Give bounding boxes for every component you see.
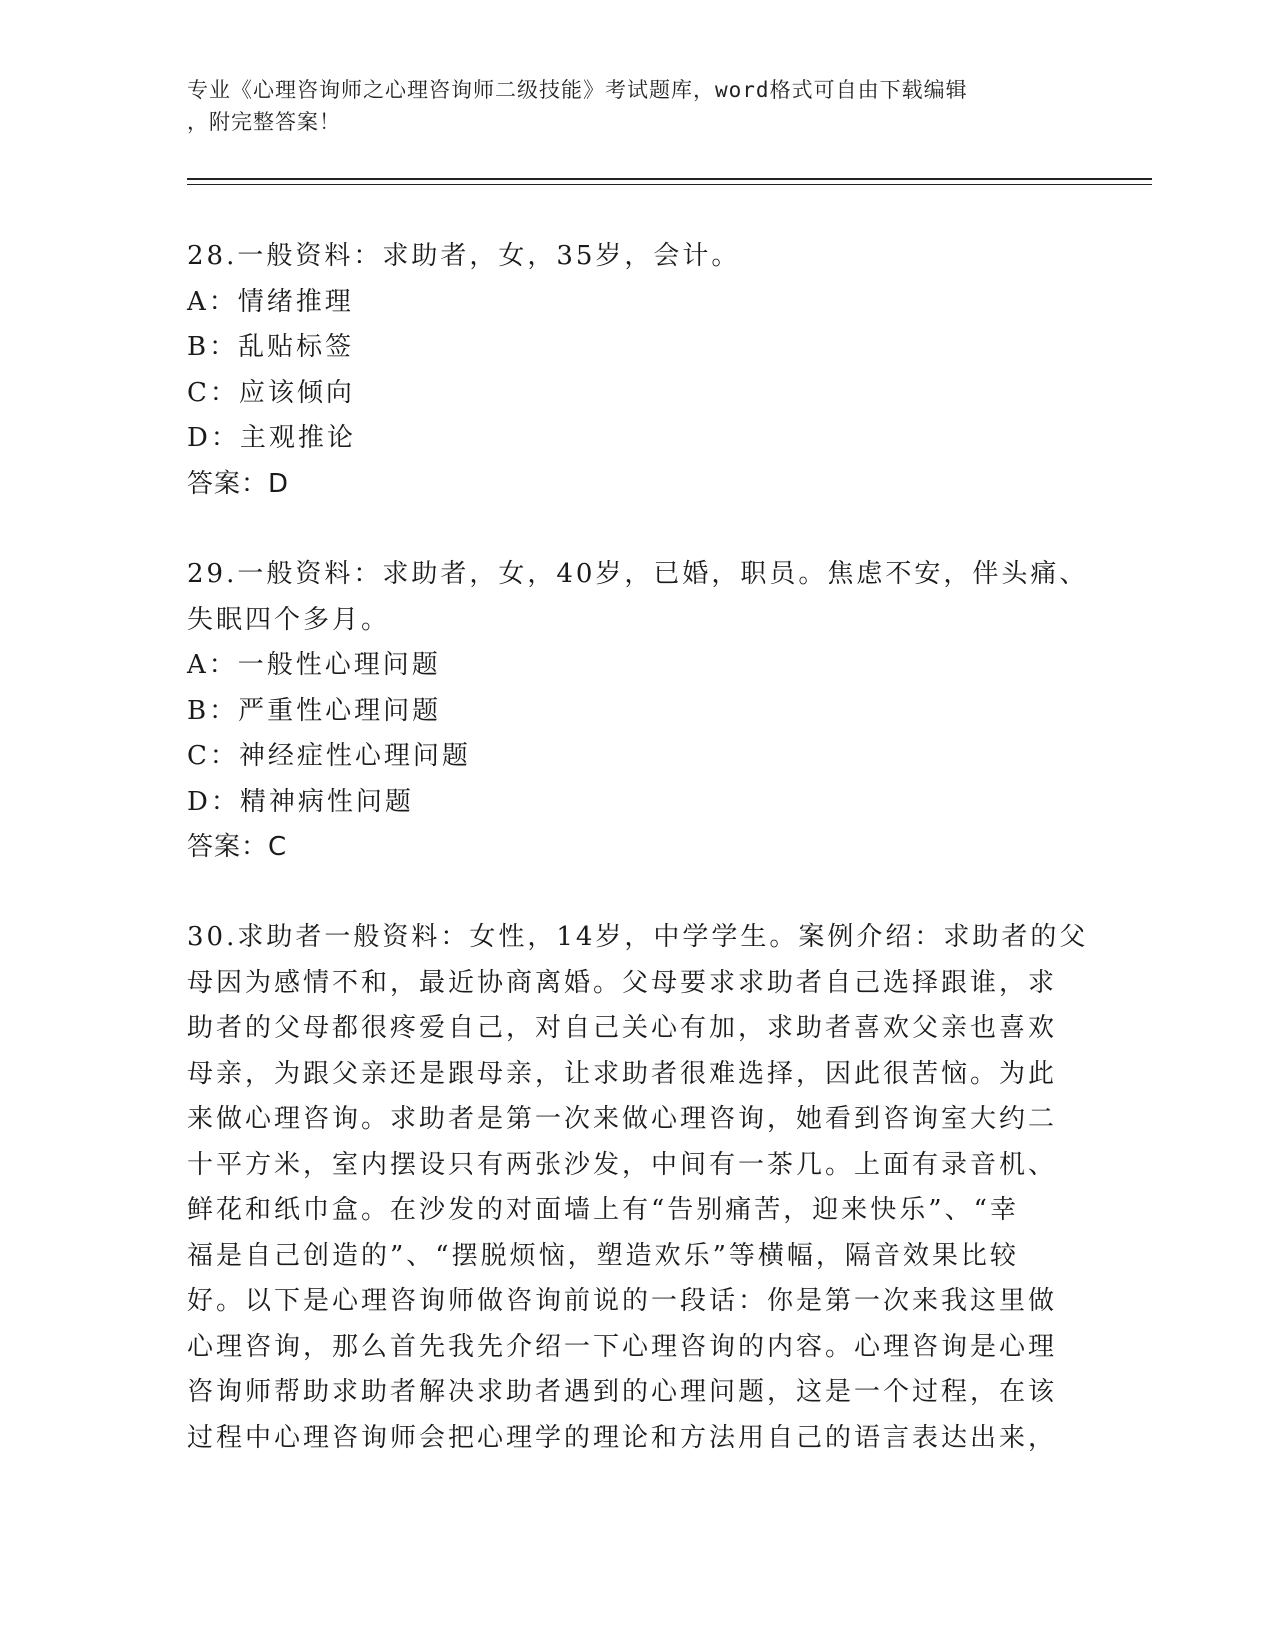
question-stem: 十平方米，室内摆设只有两张沙发，中间有一茶几。上面有录音机、 — [187, 1149, 1058, 1180]
option-a: A：情绪推理 — [187, 286, 354, 317]
option-a: A：一般性心理问题 — [187, 650, 441, 680]
question-stem: 28.一般资料：求助者，女，35岁，会计。 — [187, 241, 741, 271]
header-divider-thin — [187, 184, 1152, 185]
question-stem: 过程中心理咨询师会把心理学的理论和方法用自己的语言表达出来， — [187, 1422, 1058, 1453]
option-b: B：严重性心理问题 — [187, 695, 442, 726]
question-30 — [187, 915, 1089, 1461]
question-stem: 鲜花和纸巾盒。在沙发的对面墙上有“告别痛苦，迎来快乐”、“幸 — [187, 1195, 1019, 1225]
question-stem: 母亲，为跟父亲还是跟母亲，让求助者很难选择，因此很苦恼。为此 — [187, 1058, 1058, 1089]
header-line-1: 专业《心理咨询师之心理咨询师二级技能》考试题库，word格式可自由下载编辑 — [187, 78, 968, 102]
question-stem: 母因为感情不和，最近协商离婚。父母要求求助者自己选择跟谁，求 — [187, 967, 1058, 998]
question-stem: 失眠四个多月。 — [187, 604, 391, 635]
option-d: D：精神病性问题 — [187, 786, 414, 817]
option-d: D：主观推论 — [187, 423, 356, 453]
question-stem: 来做心理咨询。求助者是第一次来做心理咨询，她看到咨询室大约二 — [187, 1104, 1058, 1134]
header-divider-thick — [187, 178, 1152, 180]
header-line-2: ，附完整答案！ — [187, 110, 341, 134]
question-stem: 好。以下是心理咨询师做咨询前说的一段话：你是第一次来我这里做 — [187, 1286, 1058, 1316]
question-stem: 咨询师帮助求助者解决求助者遇到的心理问题，这是一个过程，在该 — [187, 1377, 1058, 1407]
question-28 — [187, 234, 1067, 507]
question-stem: 30.求助者一般资料：女性，14岁，中学学生。案例介绍：求助者的父 — [187, 922, 1089, 952]
answer: 答案：C — [187, 832, 288, 862]
answer: 答案：D — [187, 468, 290, 499]
option-c: C：神经症性心理问题 — [187, 741, 471, 771]
question-stem: 助者的父母都很疼爱自己，对自己关心有加，求助者喜欢父亲也喜欢 — [187, 1013, 1058, 1043]
question-stem: 心理咨询，那么首先我先介绍一下心理咨询的内容。心理咨询是心理 — [187, 1331, 1058, 1362]
question-29 — [187, 552, 1089, 871]
option-b: B：乱贴标签 — [187, 332, 355, 362]
question-stem: 29.一般资料：求助者，女，40岁，已婚，职员。焦虑不安，伴头痛、 — [187, 559, 1089, 589]
option-c: C：应该倾向 — [187, 377, 355, 408]
document-header — [187, 74, 1087, 138]
question-stem: 福是自己创造的”、“摆脱烦恼，塑造欢乐”等横幅，隔音效果比较 — [187, 1240, 1019, 1271]
